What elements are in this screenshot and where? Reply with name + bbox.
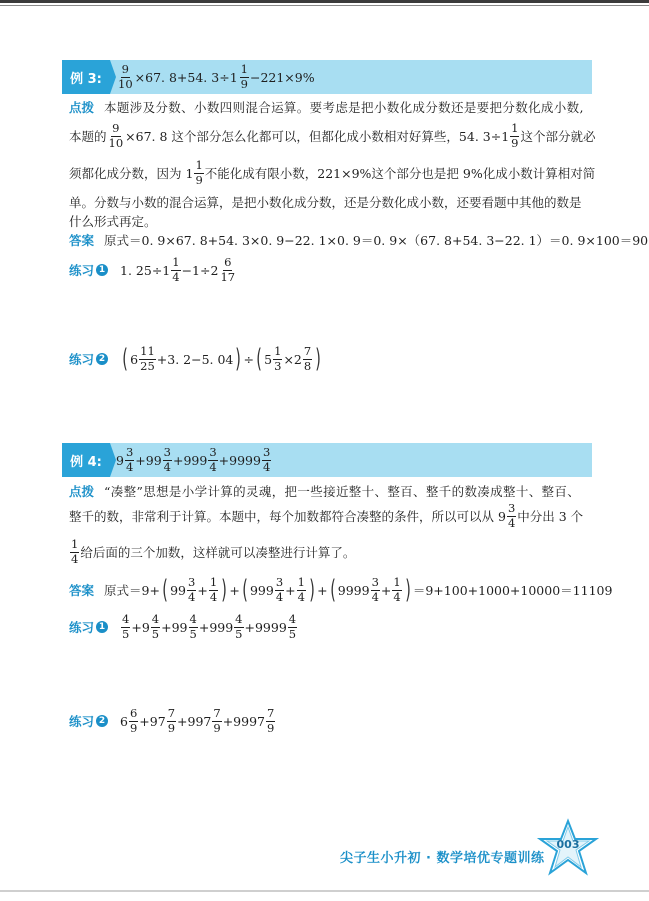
ex3-answer: 答案 原式＝0. 9×67. 8+54. 3×0. 9−22. 1×0. 9＝0. 9×（67. 8+54. 3−22. 1）＝0. 9×100＝90: [69, 233, 649, 248]
example-3-header: [62, 60, 592, 94]
ex4-hint-line-2: 整千的数，非常利于计算。本题中，每个加数都符合凑整的条件，所以可以从 9 $\frac{3}{4}$ 中分出 3 个: [69, 501, 584, 530]
example-4-header: [62, 443, 592, 477]
answer-label: 答案: [69, 583, 95, 598]
circle-number-1: 1: [96, 621, 108, 633]
page-number: 003: [556, 838, 580, 851]
fraction: $\frac{1}{9}$: [511, 121, 519, 150]
fraction: $\frac{1}{4}$: [71, 537, 79, 566]
bottom-rule: [0, 890, 649, 892]
example-4-label: 例 4:: [62, 443, 110, 477]
right-paren: ): [235, 344, 242, 374]
ex3-practice-1: 练习 1 1. 25÷1 $\frac{1}{4}$ −1÷2 $\frac{6}{17}$: [69, 255, 236, 284]
hint-label: 点拨: [69, 100, 95, 115]
ex3-practice-2: 练习 2 ( 6 $\frac{11}{25}$ +3. 2−5. 04 ) ÷ ( 5 $\frac{1}{3}$ ×2 $\frac{7}{8}$ ): [69, 344, 322, 374]
practice-label: 练习: [69, 620, 95, 635]
example-4-question: 9 $\frac{3}{4}$ + 99 $\frac{3}{4}$ + 999 $\frac{3}{4}$ + 9999 $\frac{3}{4}$: [116, 445, 271, 474]
ex4-practice-2: 练习 2 6 $\frac{6}{9}$ + 97 $\frac{7}{9}$ + 997 $\frac{7}{9}$ + 9997 $\frac{7}{9}$: [69, 706, 275, 735]
right-paren: ): [315, 344, 322, 374]
fraction: $\frac{6}{17}$: [220, 255, 236, 284]
top-rule: [0, 0, 649, 3]
left-paren: (: [122, 344, 128, 374]
circle-number-1: 1: [96, 264, 108, 276]
example-3-label: 例 3:: [62, 60, 110, 94]
top-rule-thin: [0, 5, 649, 6]
practice-label: 练习: [69, 263, 95, 278]
answer-label: 答案: [69, 233, 95, 248]
fraction: $\frac{9}{10}$: [108, 121, 124, 150]
ex4-hint-line-3: $\frac{1}{4}$ 给后面的三个加数，这样就可以凑整进行计算了。: [71, 537, 356, 566]
practice-label: 练习: [69, 352, 95, 367]
ex3-hint-line-5: 什么形式再定。: [69, 214, 157, 229]
circle-number-2: 2: [96, 715, 108, 727]
footer-title: 尖子生小升初 · 数学培优专题训练: [340, 851, 545, 866]
fraction: $\frac{1}{3}$: [274, 344, 282, 373]
fraction: $\frac{9}{10}$: [118, 62, 133, 91]
mixed-number: 1 $\frac{1}{9}$: [229, 62, 248, 91]
hint-label: 点拨: [69, 484, 95, 499]
fraction: $\frac{1}{9}$: [195, 158, 203, 187]
fraction: $\frac{11}{25}$: [140, 344, 155, 373]
ex3-hint-line-2: 本题的 $\frac{9}{10}$ ×67. 8 这个部分怎么化都可以，但都化成小数相对好算些，54. 3÷1 $\frac{1}{9}$ 这个部分就必: [69, 121, 596, 150]
fraction: $\frac{1}{4}$: [172, 255, 180, 284]
practice-label: 练习: [69, 714, 95, 729]
left-paren: (: [256, 344, 262, 374]
ex3-hint-line-3: 须都化成分数，因为 1 $\frac{1}{9}$ 不能化成有限小数，221×9%这个部分也是把 9%化成小数计算相对简: [69, 158, 596, 187]
ex3-hint-line-4: 单。分数与小数的混合运算，是把小数化成分数，还是分数化成小数，还要看题中其他的数是: [69, 195, 582, 210]
ex3-hint-line-1: 点拨 本题涉及分数、小数四则混合运算。要考虑是把小数化成分数还是要把分数化成小数,: [69, 100, 584, 115]
fraction: $\frac{3}{4}$: [507, 501, 516, 530]
ex4-hint-line-1: 点拨 “凑整”思想是小学计算的灵魂，把一些接近整十、整百、整千的数凑成整十、整百、: [69, 484, 581, 499]
fraction: $\frac{7}{8}$: [303, 344, 312, 373]
circle-number-2: 2: [96, 353, 108, 365]
ex4-answer: 答案 原式＝9+ ( 99 $\frac{3}{4}$ + $\frac{1}{4}$ ) + ( 999 $\frac{3}{4}$ + $\frac{1}{4}$ ) + ( 9999 $\frac{3}{4}$ + $\frac{1}{4}$ ) ＝9+100+1000+10000＝11109: [69, 575, 613, 605]
ex4-practice-1: 练习 1 $\frac{4}{5}$ + 9 $\frac{4}{5}$ + 99 $\frac{4}{5}$ + 999 $\frac{4}{5}$ + 9999 $\frac{4}{5}$: [69, 612, 297, 641]
example-3-question: $\frac{9}{10}$ ×67. 8+54. 3÷ 1 $\frac{1}{9}$ −221×9%: [118, 62, 315, 91]
